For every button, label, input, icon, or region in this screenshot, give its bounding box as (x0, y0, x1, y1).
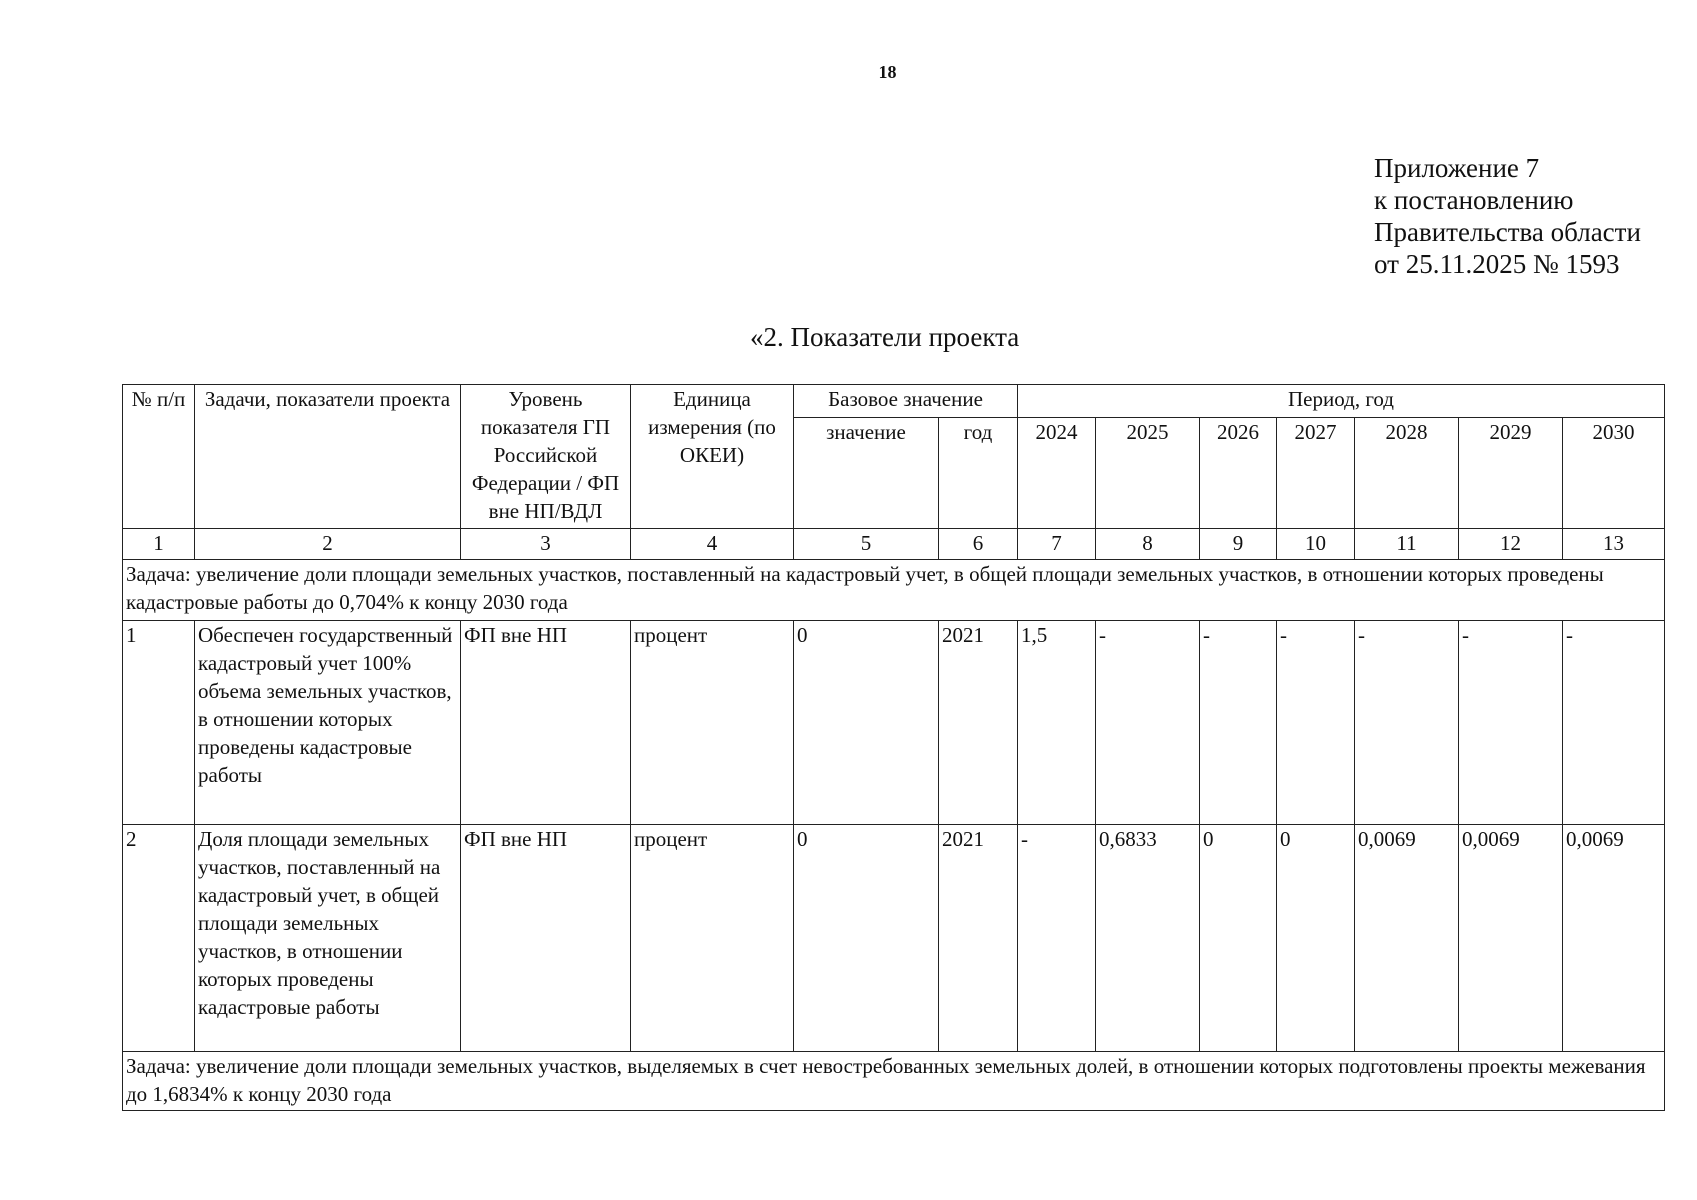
column-index: 4 (631, 529, 794, 560)
row-base-year: 2021 (939, 825, 1018, 1052)
row-base-value: 0 (794, 621, 939, 825)
header-base-value: значение (794, 418, 939, 529)
column-index: 9 (1200, 529, 1277, 560)
header-year: 2028 (1355, 418, 1459, 529)
column-index: 8 (1096, 529, 1200, 560)
row-num: 2 (123, 825, 195, 1052)
row-year-value: - (1277, 621, 1355, 825)
task-row (123, 560, 1665, 621)
row-base-year: 2021 (939, 621, 1018, 825)
appendix-line: от 25.11.2025 № 1593 (1374, 249, 1620, 279)
row-level: ФП вне НП (461, 825, 631, 1052)
indicators-table (122, 384, 1665, 1111)
column-index: 2 (195, 529, 461, 560)
row-name: Доля площади земельных участков, поставленный на кадастровый учет, в общей площади земельных участков, в отношении которых проведены кадастровые работы (195, 825, 461, 1052)
column-index: 10 (1277, 529, 1355, 560)
row-year-value: 0,0069 (1563, 825, 1665, 1052)
table-row (123, 825, 1665, 1052)
header-year: 2027 (1277, 418, 1355, 529)
task-text: Задача: увеличение доли площади земельных участков, выделяемых в счет невостребованных земельных долей, в отношении которых подготовлены проекты межевания до 1,6834% к концу 2030 года (123, 1052, 1665, 1111)
row-year-value: 0 (1200, 825, 1277, 1052)
row-year-value: - (1096, 621, 1200, 825)
task-text: Задача: увеличение доли площади земельных участков, поставленный на кадастровый учет, в общей площади земельных участков, в отношении которых проведены кадастровые работы до 0,704% к концу 2030 года (123, 560, 1665, 621)
row-year-value: 0 (1277, 825, 1355, 1052)
header-num: № п/п (123, 385, 195, 529)
appendix-line: Приложение 7 (1374, 153, 1540, 183)
appendix-line: к постановлению (1374, 185, 1574, 215)
row-year-value: 0,0069 (1459, 825, 1563, 1052)
column-index: 1 (123, 529, 195, 560)
appendix-line: Правительства области (1374, 217, 1641, 247)
row-year-value: 0,6833 (1096, 825, 1200, 1052)
column-index: 11 (1355, 529, 1459, 560)
page-number: 18 (878, 62, 897, 82)
header-unit: Единица измерения (по ОКЕИ) (631, 385, 794, 529)
header-tasks: Задачи, показатели проекта (195, 385, 461, 529)
row-year-value: - (1200, 621, 1277, 825)
row-year-value: 1,5 (1018, 621, 1096, 825)
header-year: 2024 (1018, 418, 1096, 529)
column-index-row (123, 529, 1665, 560)
row-year-value: - (1459, 621, 1563, 825)
header-year: 2026 (1200, 418, 1277, 529)
header-base-year: год (939, 418, 1018, 529)
row-unit: процент (631, 621, 794, 825)
header-base: Базовое значение (794, 385, 1018, 418)
column-index: 6 (939, 529, 1018, 560)
row-year-value: 0,0069 (1355, 825, 1459, 1052)
appendix-block (1374, 152, 1641, 280)
column-index: 13 (1563, 529, 1665, 560)
column-index: 7 (1018, 529, 1096, 560)
header-year: 2029 (1459, 418, 1563, 529)
header-level: Уровень показателя ГП Российской Федерации / ФП вне НП/ВДЛ (461, 385, 631, 529)
header-row (123, 385, 1665, 418)
row-num: 1 (123, 621, 195, 825)
row-year-value: - (1355, 621, 1459, 825)
column-index: 5 (794, 529, 939, 560)
section-title: «2. Показатели проекта (750, 322, 1020, 352)
column-index: 12 (1459, 529, 1563, 560)
header-year: 2030 (1563, 418, 1665, 529)
header-period: Период, год (1018, 385, 1665, 418)
row-unit: процент (631, 825, 794, 1052)
row-name: Обеспечен государственный кадастровый учет 100% объема земельных участков, в отношении которых проведены кадастровые работы (195, 621, 461, 825)
row-year-value: - (1018, 825, 1096, 1052)
table-row (123, 621, 1665, 825)
task-row (123, 1052, 1665, 1111)
header-year: 2025 (1096, 418, 1200, 529)
row-year-value: - (1563, 621, 1665, 825)
row-level: ФП вне НП (461, 621, 631, 825)
row-base-value: 0 (794, 825, 939, 1052)
column-index: 3 (461, 529, 631, 560)
